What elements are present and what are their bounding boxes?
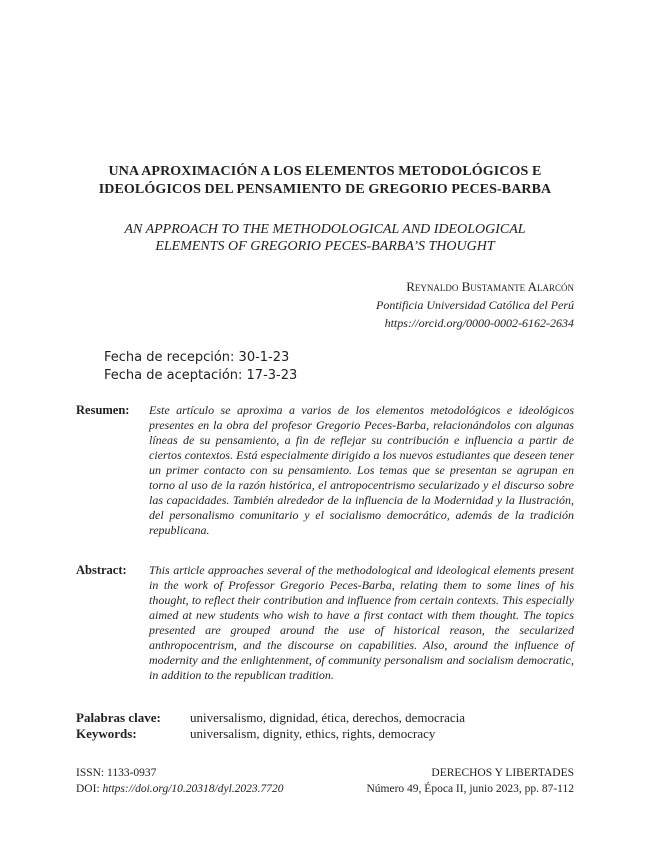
resumen-label: Resumen: — [76, 403, 130, 417]
author-affiliation: Pontificia Universidad Católica del Perú — [376, 298, 574, 312]
footer-left — [76, 765, 284, 797]
article-title-english — [70, 221, 580, 255]
title-en-line-1: AN APPROACH TO THE METHODOLOGICAL AND IDEOLOGICAL — [124, 222, 526, 237]
resumen-text: Este artículo se aproxima a varios de los elementos metodológicos e ideológicos presentes en la obra del profesor Gregorio Peces-Barba, relacionándolos con algunas líneas de su pensamiento, a fin de reflejar su contribución e influencia a partir de ciertos contextos. Está especialmente dirigido a los nuevos estudiantes que deseen tener un primer contacto con su pensamiento. Los temas que se presentan se agrupan en torno al uso de la razón histórica, el antropocentrismo secularizado y el discurso sobre las capacidades. También alrededor de la influencia de la Modernidad y la Ilustración, del personalismo comunitario y el socialismo democrático, además de la tradición republicana. — [149, 403, 574, 537]
article-title-spanish — [70, 163, 580, 199]
doi-line — [76, 781, 284, 797]
title-line-1: UNA APROXIMACIÓN A LOS ELEMENTOS METODOLÓGICOS E — [108, 164, 542, 179]
doi-link[interactable]: https://doi.org/10.20318/dyl.2023.7720 — [102, 783, 284, 795]
abstract-text: This article approaches several of the methodological and ideological elements present in the work of Professor Gregorio Peces-Barba, relating them to some lines of his thought, to reflect their contribution and influence from certain contexts. This especially aimed at new students who wish to have a first contact with them thought. The topics presented are grouped around the use of historical reason, the secularized anthropocentrism, and the discourse on capabilities. Also, around the influence of modernity and the enlightenment, of community personalism and socialism democratic, in addition to the republican tradition. — [149, 563, 574, 682]
footer-right — [367, 765, 575, 797]
author-block — [376, 278, 574, 332]
author-orcid-link[interactable]: https://orcid.org/0000-0002-6162-2634 — [384, 316, 574, 330]
resumen-section — [76, 403, 574, 553]
issn: ISSN: 1133-0937 — [76, 767, 157, 779]
author-name: Reynaldo Bustamante Alarcón — [406, 279, 574, 294]
submission-dates — [104, 349, 297, 385]
abstract-label: Abstract: — [76, 563, 127, 577]
abstract-section — [76, 563, 574, 698]
keywords-spanish-text: universalismo, dignidad, ética, derechos, democracia — [190, 710, 466, 725]
doi-label: DOI: — [76, 783, 103, 795]
received-date: Fecha de recepción: 30-1-23 — [104, 350, 290, 365]
title-en-line-2: ELEMENTS OF GREGORIO PECES-BARBA’S THOUGHT — [155, 239, 495, 254]
issue-info: Número 49, Época II, junio 2023, pp. 87-112 — [366, 783, 574, 795]
accepted-date: Fecha de aceptación: 17-3-23 — [104, 368, 298, 383]
keywords-english-label: Keywords: — [76, 726, 137, 741]
journal-name: DERECHOS Y LIBERTADES — [431, 767, 574, 779]
keywords-spanish-label: Palabras clave: — [76, 710, 161, 725]
title-line-2: IDEOLÓGICOS DEL PENSAMIENTO DE GREGORIO PECES-BARBA — [98, 182, 552, 197]
keywords-english-text: universalism, dignity, ethics, rights, democracy — [190, 726, 436, 741]
